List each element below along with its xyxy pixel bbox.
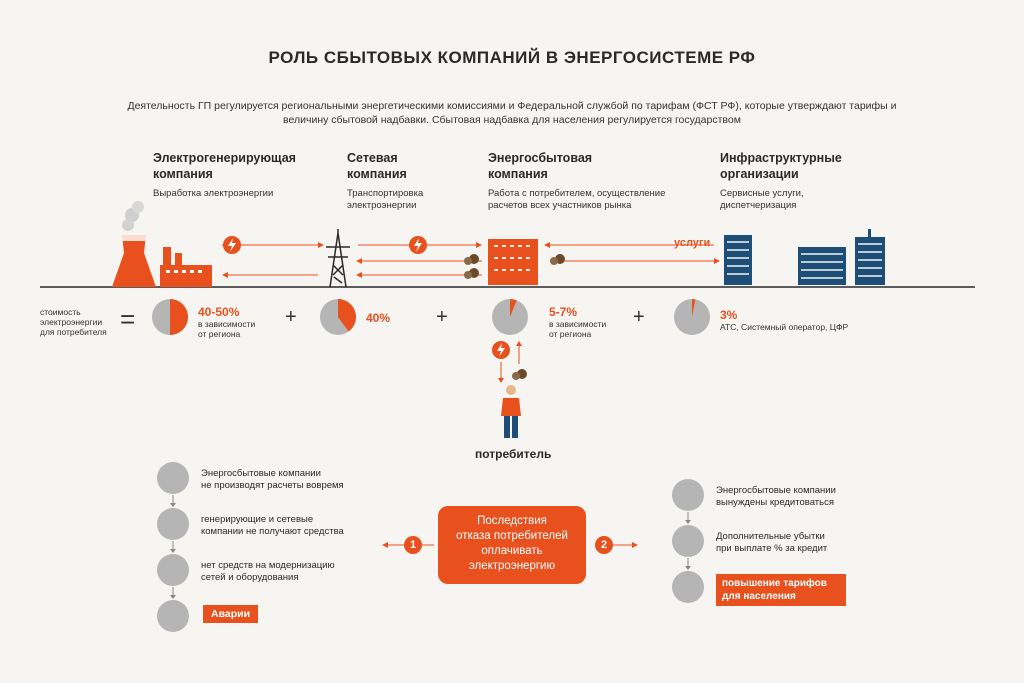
column-title: компания	[488, 167, 548, 181]
cost-label-line: стоимость	[40, 307, 81, 317]
smoke-icon	[122, 201, 144, 231]
cost-label-line: для потребителя	[40, 327, 107, 337]
share-note: АТС, Системный оператор, ЦФР	[720, 322, 849, 332]
money-bag-icon	[550, 254, 565, 265]
chain-step-text	[201, 468, 344, 492]
right-result-line: повышение тарифов	[722, 578, 827, 589]
consumer-illustration	[480, 340, 550, 440]
share-note: в зависимости	[198, 319, 256, 329]
chain-step-line: не производят расчеты вовремя	[201, 480, 344, 491]
chain-step-line: Энергосбытовые компании	[201, 468, 321, 479]
chain-step-line: сетей и оборудования	[201, 572, 299, 583]
left-result-badge: Аварии	[203, 605, 258, 623]
energy-system-illustration	[0, 195, 1024, 295]
chain-step-circle	[157, 600, 189, 632]
chain-step-line: нет средств на модернизацию	[201, 560, 335, 571]
column-title: Сетевая	[347, 151, 398, 165]
column-title: Электрогенерирующая	[153, 151, 296, 165]
chain-step-text	[201, 514, 344, 538]
column-title: компания	[347, 167, 407, 181]
cost-label-line: электроэнергии	[40, 317, 103, 327]
share-note: от региона	[198, 329, 241, 339]
chain-step-line: Энергосбытовые компании	[716, 485, 836, 496]
branch-number-1: 1	[404, 536, 422, 554]
retail-building-icon	[488, 239, 538, 285]
plus-sign: +	[436, 306, 448, 328]
share-percent: 40%	[366, 311, 391, 325]
column-desc: Сервисные услуги,	[720, 188, 804, 199]
share-generation	[198, 305, 255, 339]
column-title: организации	[720, 167, 799, 181]
share-retail	[549, 305, 606, 339]
equals-sign: =	[120, 304, 136, 334]
chain-step-line: Дополнительные убытки	[716, 531, 825, 542]
right-result-line: для населения	[722, 591, 796, 602]
plus-sign: +	[285, 306, 297, 328]
column-desc: расчетов всех участников рынка	[488, 200, 632, 211]
power-pylon-icon	[326, 229, 350, 287]
share-percent: 3%	[720, 308, 738, 322]
left-chain	[157, 462, 377, 632]
column-desc: Работа с потребителем, осуществление	[488, 188, 666, 199]
column-desc: электроэнергии	[347, 200, 417, 211]
consequences-line: отказа потребителей	[456, 530, 568, 542]
share-network	[366, 311, 390, 325]
branch-number-2: 2	[595, 536, 613, 554]
page-title: РОЛЬ СБЫТОВЫХ КОМПАНИЙ В ЭНЕРГОСИСТЕМЕ РФ	[268, 48, 756, 67]
column-title: Инфраструктурные	[720, 151, 842, 165]
share-percent: 5-7%	[549, 305, 578, 319]
share-infrastructure	[720, 308, 848, 332]
share-pie-slice	[170, 299, 188, 335]
person-icon	[501, 385, 521, 438]
right-result-badge	[716, 574, 846, 606]
column-desc: Выработка электроэнергии	[153, 188, 274, 199]
share-note: от региона	[549, 329, 592, 339]
plus-sign: +	[633, 306, 645, 328]
share-note: в зависимости	[549, 319, 607, 329]
chain-connectors	[157, 462, 189, 602]
consequences-line: оплачивать	[481, 545, 543, 557]
column-generation	[153, 150, 296, 200]
chain-step-line: вынуждены кредитоваться	[716, 497, 834, 508]
cooling-tower-icon	[112, 235, 156, 287]
share-pies	[0, 295, 1024, 345]
chain-step-line: генерирующие и сетевые	[201, 514, 314, 525]
page-subtitle: Деятельность ГП регулируется региональными энергетическими комиссиями и Федеральной службой по тарифам (ФСТ РФ), которые утверждают тарифы и величину сбытовой надбавки. Сбытовая надбавка для населения регулируется государством	[127, 100, 897, 126]
chain-step-text	[201, 560, 335, 584]
chain-step-line: при выплате % за кредит	[716, 543, 828, 554]
column-title: компания	[153, 167, 213, 181]
chain-connectors	[672, 479, 704, 579]
column-desc: Транспортировка	[347, 188, 424, 199]
share-percent: 40-50%	[198, 305, 240, 319]
chain-step-text	[716, 531, 827, 555]
column-title: Энергосбытовая	[488, 151, 593, 165]
factory-icon	[160, 247, 212, 287]
consequences-line: электроэнергию	[468, 560, 556, 572]
money-bag-icon	[464, 268, 479, 279]
consumer-label: потребитель	[475, 447, 552, 461]
money-bag-icon	[512, 369, 527, 380]
money-bag-icon	[464, 254, 479, 265]
right-chain	[672, 479, 892, 609]
chain-step-text	[716, 485, 836, 509]
consequences-line: Последствия	[477, 515, 547, 527]
column-desc: диспетчеризация	[720, 200, 797, 211]
services-label: услуги	[674, 237, 711, 249]
chain-step-line: компании не получают средства	[201, 526, 344, 537]
